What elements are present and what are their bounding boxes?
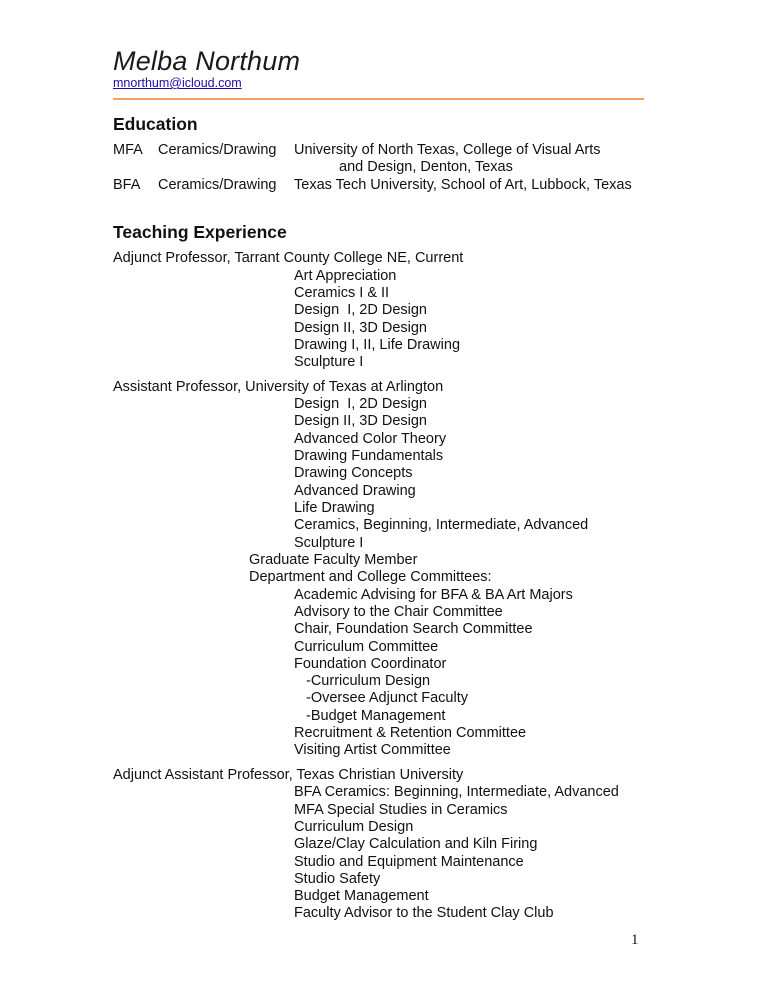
education-field: Ceramics/Drawing — [158, 177, 277, 193]
course-item: Design II, 3D Design — [294, 413, 427, 429]
position-title: Assistant Professor, University of Texas at Arlington — [113, 379, 444, 395]
course-item: Ceramics, Beginning, Intermediate, Advanced — [294, 517, 589, 533]
course-item: Curriculum Design — [294, 819, 414, 835]
teaching-heading: Teaching Experience — [113, 222, 287, 242]
header-divider — [113, 98, 644, 100]
course-item: BFA Ceramics: Beginning, Intermediate, Advanced — [294, 784, 619, 800]
course-item: Advanced Drawing — [294, 483, 416, 499]
course-item: Design II, 3D Design — [294, 320, 427, 336]
committee-item: Foundation Coordinator — [294, 656, 447, 672]
course-item: Life Drawing — [294, 500, 375, 516]
education-degree: BFA — [113, 177, 141, 193]
course-item: Faculty Advisor to the Student Clay Club — [294, 905, 554, 921]
committee-item: Recruitment & Retention Committee — [294, 725, 527, 741]
education-heading: Education — [113, 114, 198, 134]
course-item: Advanced Color Theory — [294, 431, 447, 447]
coordinator-duty: -Budget Management — [306, 708, 446, 724]
resume-name: Melba Northum — [113, 46, 301, 76]
role-item: Graduate Faculty Member — [249, 552, 418, 568]
course-item: Drawing Concepts — [294, 465, 413, 481]
coordinator-duty: -Oversee Adjunct Faculty — [306, 690, 468, 706]
course-item: Drawing I, II, Life Drawing — [294, 337, 461, 353]
course-item: Drawing Fundamentals — [294, 448, 444, 464]
education-institution: University of North Texas, College of Visual Arts — [294, 142, 601, 158]
course-item: Sculpture I — [294, 535, 364, 551]
committee-item: Academic Advising for BFA & BA Art Majors — [294, 587, 573, 603]
course-item: Studio and Equipment Maintenance — [294, 854, 524, 870]
course-item: Budget Management — [294, 888, 429, 904]
email-link[interactable]: mnorthum@icloud.com — [113, 76, 242, 90]
position-title: Adjunct Assistant Professor, Texas Christian University — [113, 767, 464, 783]
education-institution: Texas Tech University, School of Art, Lubbock, Texas — [294, 177, 632, 193]
committee-item: Chair, Foundation Search Committee — [294, 621, 533, 637]
page-number: 1 — [631, 932, 639, 948]
education-degree: MFA — [113, 142, 143, 158]
course-item: MFA Special Studies in Ceramics — [294, 802, 508, 818]
course-item: Design I, 2D Design — [294, 396, 427, 412]
education-institution-cont: and Design, Denton, Texas — [339, 159, 513, 175]
coordinator-duty: -Curriculum Design — [306, 673, 431, 689]
education-field: Ceramics/Drawing — [158, 142, 277, 158]
role-item: Department and College Committees: — [249, 569, 492, 585]
committee-item: Visiting Artist Committee — [294, 742, 451, 758]
position-title: Adjunct Professor, Tarrant County College NE, Current — [113, 250, 464, 266]
course-item: Glaze/Clay Calculation and Kiln Firing — [294, 836, 538, 852]
committee-item: Advisory to the Chair Committee — [294, 604, 503, 620]
committee-item: Curriculum Committee — [294, 639, 439, 655]
course-item: Sculpture I — [294, 354, 364, 370]
course-item: Studio Safety — [294, 871, 381, 887]
course-item: Ceramics I & II — [294, 285, 390, 301]
course-item: Art Appreciation — [294, 268, 397, 284]
course-item: Design I, 2D Design — [294, 302, 427, 318]
